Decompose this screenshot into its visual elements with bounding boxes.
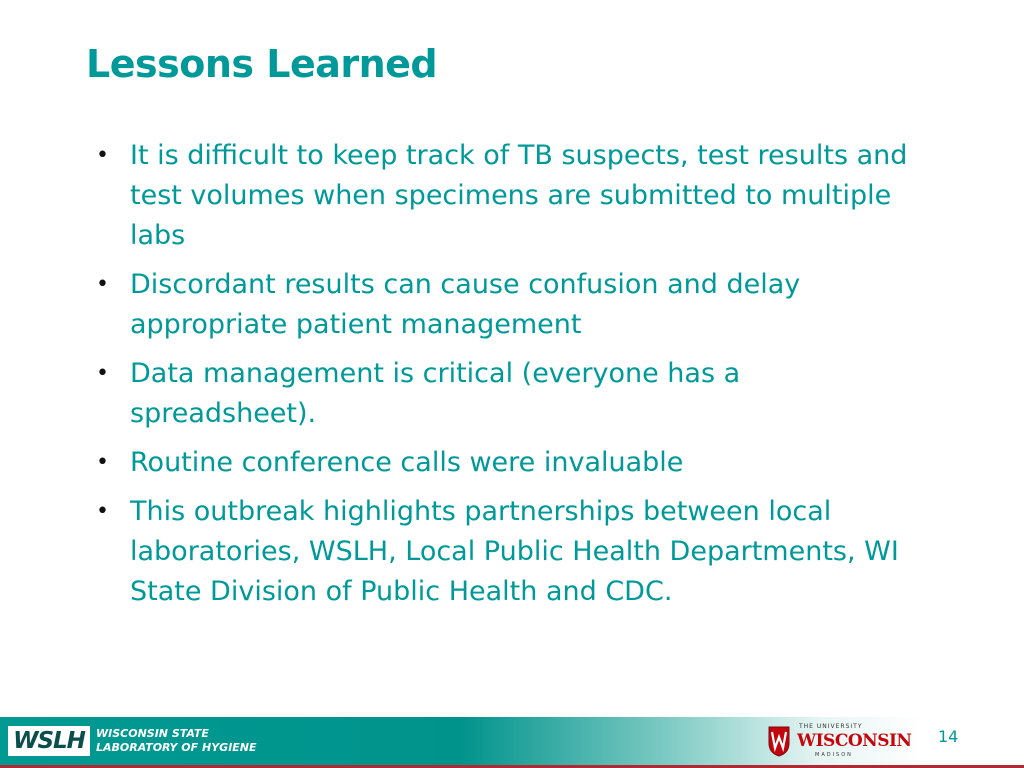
bullet-list [96,136,926,621]
uw-madison-logo [767,719,912,763]
bullet-item [96,354,926,434]
org-line-1: WISCONSIN STATE [96,727,209,740]
slide-title: Lessons Learned [86,42,438,86]
bullet-marker: • [96,361,109,386]
uw-sub-text: MADISON [815,752,853,758]
org-line-2: LABORATORY OF HYGIENE [96,741,257,754]
bullet-marker: • [96,143,109,168]
uw-top-text: THE UNIVERSITY [799,723,863,730]
uw-name-text: WISCONSIN [797,731,912,751]
uw-crest-icon [767,723,791,757]
footer-organization [96,727,257,755]
bullet-text: This outbreak highlights partnerships between local laboratories, WSLH, Local Public Health Departments, WI State Division of Public Health and CDC. [130,496,899,607]
bullet-item [96,443,926,483]
page-number: 14 [938,727,959,746]
bullet-item [96,265,926,345]
bullet-marker: • [96,450,109,475]
bullet-item [96,492,926,612]
bullet-marker: • [96,499,109,524]
wslh-logo: WSLH [8,726,90,756]
footer-bar [0,717,1024,768]
bullet-text: Routine conference calls were invaluable [130,447,684,478]
bullet-text: Data management is critical (everyone has a spreadsheet). [130,358,741,429]
bullet-text: It is difficult to keep track of TB suspects, test results and test volumes when specimens are submitted to multiple labs [130,140,908,251]
bullet-text: Discordant results can cause confusion and delay appropriate patient management [130,269,801,340]
bullet-marker: • [96,272,109,297]
bullet-item [96,136,926,256]
